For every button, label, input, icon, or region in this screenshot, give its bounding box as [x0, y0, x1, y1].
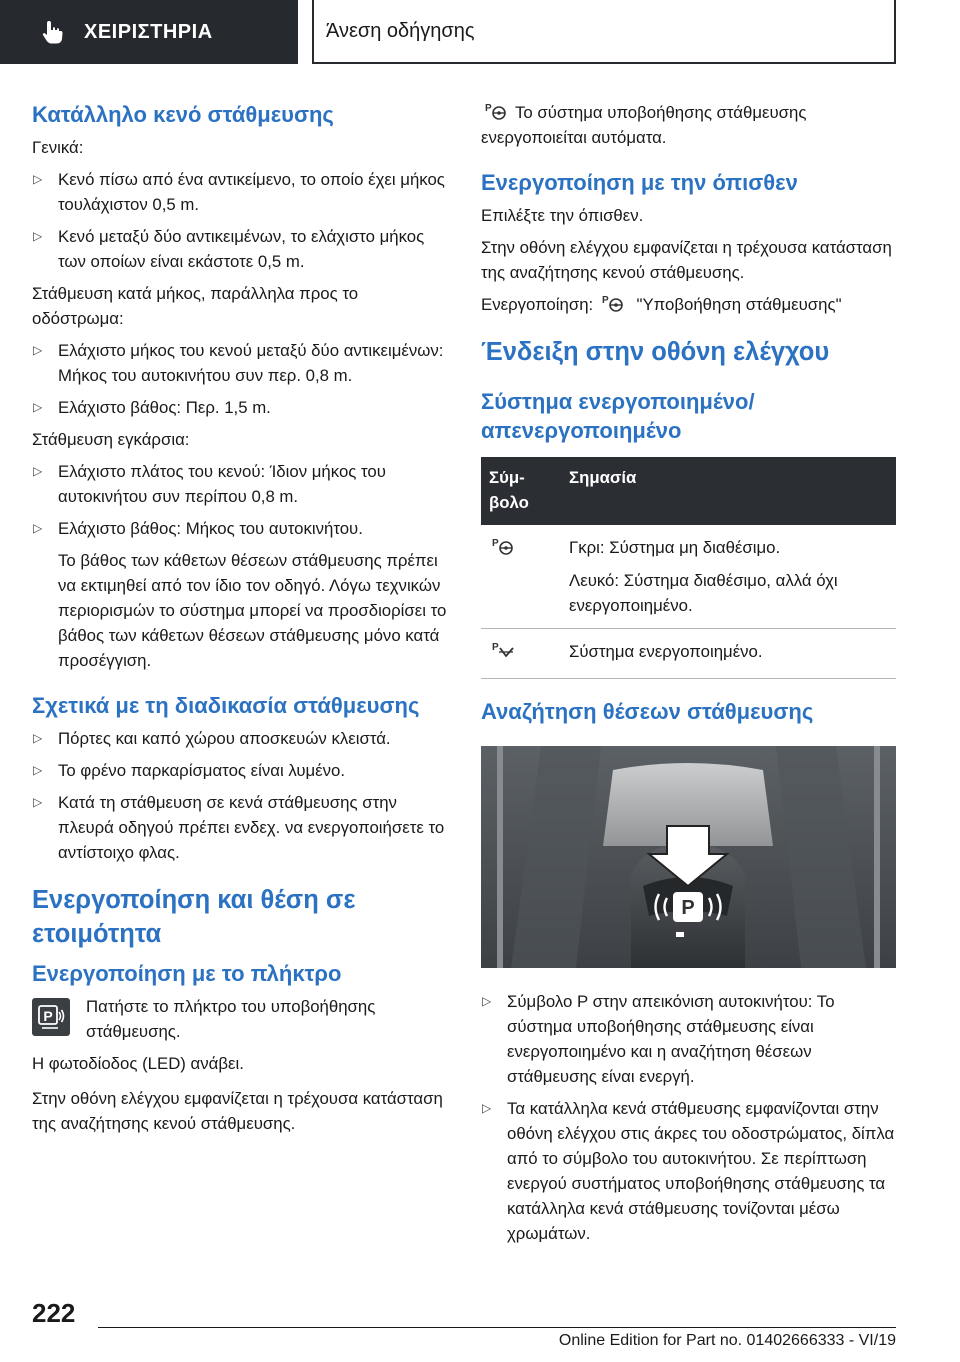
reverse-display-text: Στην οθόνη ελέγχου εμφανίζεται η τρέχουσα κατάσταση της αναζήτησης κενού στάθμευσης.: [481, 238, 892, 282]
general-label: Γενικά:: [32, 138, 84, 157]
procedure-list: [32, 726, 450, 865]
heading-procedure: Σχετικά με τη διαδικασία στάθμευσης: [32, 693, 420, 718]
list-item: ▷ Ελάχιστο πλάτος του κενού: Ίδιον μήκος του αυτοκινήτου συν περίπου 0,8 m.: [32, 459, 450, 509]
hand-pointer-icon: [40, 19, 66, 45]
heading-system-status: Σύστημα ενεργοποιημένο/ απενεργοποιημένο: [481, 389, 755, 443]
activation-label: Ενεργοποίηση:: [481, 295, 594, 314]
auto-activation-text: [481, 100, 896, 150]
search-list: [481, 989, 896, 1246]
parking-assist-active-icon: [489, 639, 517, 661]
list-item: ▷ Το φρένο παρκαρίσματος είναι λυμένο.: [32, 758, 450, 783]
heading-reverse: Ενεργοποίηση με την όπισθεν: [481, 170, 798, 195]
heading-parking-search: Αναζήτηση θέσεων στάθμευσης: [481, 699, 814, 724]
meaning-line: Σύστημα ενεργοποιημένο.: [569, 642, 763, 661]
table-header-row: [481, 457, 896, 525]
heading-suitable-spaces: Κατάλληλο κενό στάθμευσης: [32, 102, 334, 127]
parking-assist-grey-icon: [489, 535, 517, 557]
perpendicular-label: Στάθμευση εγκάρσια:: [32, 430, 190, 449]
select-reverse-text: Επιλέξτε την όπισθεν.: [481, 206, 644, 225]
list-item: ▷ Ελάχιστο βάθος: Περ. 1,5 m.: [32, 395, 450, 420]
section-title: ΧΕΙΡΙΣΤΗΡΙΑ: [84, 20, 213, 43]
col-meaning-header: Σημασία: [561, 457, 896, 525]
list-item: ▷ Πόρτες και καπό χώρου αποσκευών κλειστά.: [32, 726, 450, 751]
chapter-title: Άνεση οδήγησης: [326, 19, 475, 42]
activation-value: "Υποβοήθηση στάθμευσης": [636, 295, 842, 314]
list-item: ▷ Σύμβολο P στην απεικόνιση αυτοκινήτου: Το σύστημα υποβοήθησης στάθμευσης είναι ενεργοποιημένο και η αναζήτηση θέσεων στάθμευσης είναι ενεργή.: [481, 989, 896, 1089]
list-item: ▷ Κενό μεταξύ δύο αντικειμένων, το ελάχιστο μήκος των οποίων είναι εκάστοτε 0,5 m.: [32, 224, 450, 274]
perpendicular-list: [32, 459, 450, 541]
list-item: ▷ Ελάχιστο βάθος: Μήκος του αυτοκινήτου.: [32, 516, 450, 541]
general-list: [32, 167, 450, 274]
parallel-label: Στάθμευση κατά μήκος, παράλληλα προς το οδόστρωμα:: [32, 284, 359, 328]
perpendicular-note: Το βάθος των κάθετων θέσεων στάθμευσης πρέπει να εκτιμηθεί από τον ίδιο τον οδηγό. Λόγω τεχνικών περιορισμών το σύστημα μπορεί να προσδιορίσει το βάθος των κάθετων θέσεων στάθμευσης μόνο κατά προσέγγιση.: [58, 551, 447, 670]
auto-text: Το σύστημα υποβοήθησης στάθμευσης ενεργοποιείται αυτόματα.: [481, 103, 807, 147]
parking-search-figure: [481, 746, 896, 968]
heading-activation-button: Ενεργοποίηση με το πλήκτρο: [32, 961, 342, 986]
header-chapter: [312, 0, 896, 64]
led-text: Η φωτοδίοδος (LED) ανάβει.: [32, 1054, 244, 1073]
footer-edition: Online Edition for Part no. 01402666333 - VI/19: [558, 1332, 896, 1349]
parking-assist-icon: [483, 100, 509, 122]
table-row: [481, 525, 896, 629]
parking-assist-icon: [600, 292, 626, 314]
svg-text:P: P: [492, 642, 499, 653]
footer-divider: [98, 1327, 896, 1328]
park-assist-button-icon: [32, 998, 70, 1036]
svg-text:P: P: [43, 1008, 53, 1024]
svg-text:P: P: [601, 295, 609, 306]
heading-indicator: Ένδειξη στην οθόνη ελέγχου: [481, 338, 830, 366]
figure-parking-letter: P: [681, 897, 695, 919]
heading-activation: Ενεργοποίηση και θέση σε ετοιμότητα: [32, 886, 356, 948]
svg-text:P: P: [485, 103, 492, 114]
list-item: ▷ Ελάχιστο μήκος του κενού μεταξύ δύο αντικειμένων: Μήκος του αυτοκινήτου συν περ. 0,8 m.: [32, 338, 450, 388]
list-item: ▷ Τα κατάλληλα κενά στάθμευσης εμφανίζονται στην οθόνη ελέγχου στις άκρες του οδοστρώματος, δίπλα από το σύμβολο του αυτοκινήτου. Σε περίπτωση ενεργού συστήματος υποβοήθησης στάθμευσης τα κατάλληλα κενά στάθμευσης τονίζονται μέσω χρωμάτων.: [481, 1096, 896, 1246]
list-item: ▷ Κενό πίσω από ένα αντικείμενο, το οποίο έχει μήκος τουλάχιστον 0,5 m.: [32, 167, 450, 217]
header-section-tab: [0, 0, 298, 64]
symbol-table: [481, 457, 896, 679]
table-row: [481, 629, 896, 679]
svg-text:P: P: [492, 538, 499, 549]
activation-line: [481, 292, 896, 317]
button-text: Πατήστε το πλήκτρο του υποβοήθησης στάθμευσης.: [86, 997, 376, 1041]
page-number: 222: [32, 1298, 76, 1328]
left-column: [32, 100, 450, 1143]
meaning-line: Γκρι: Σύστημα μη διαθέσιμο.: [569, 538, 781, 557]
right-column: [481, 100, 896, 1253]
meaning-line: Λευκό: Σύστημα διαθέσιμο, αλλά όχι ενεργοποιημένο.: [569, 571, 838, 615]
parallel-list: [32, 338, 450, 420]
list-item: ▷ Κατά τη στάθμευση σε κενά στάθμευσης στην πλευρά οδηγού πρέπει ενδεχ. να ενεργοποιήσετε το αντίστοιχο φλας.: [32, 790, 450, 865]
button-instruction: [32, 994, 450, 1044]
display-text: Στην οθόνη ελέγχου εμφανίζεται η τρέχουσα κατάσταση της αναζήτησης κενού στάθμευσης.: [32, 1089, 443, 1133]
col-symbol-header: Σύμβολο: [481, 457, 561, 525]
